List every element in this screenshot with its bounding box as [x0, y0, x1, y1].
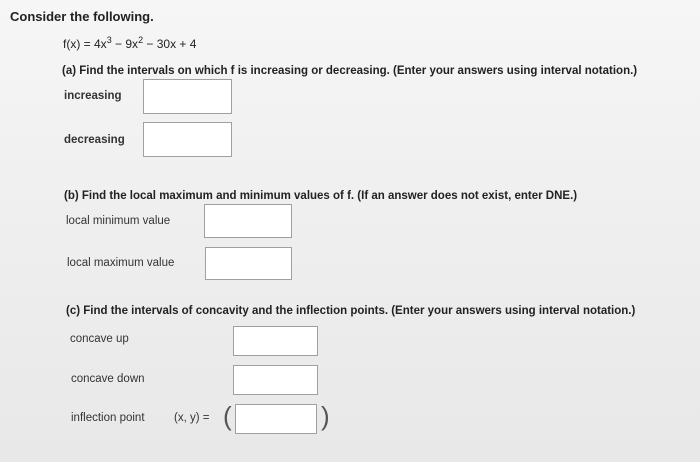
decreasing-label: decreasing [64, 134, 125, 146]
increasing-label: increasing [64, 90, 122, 102]
function-middle: − 9x [111, 37, 139, 51]
open-paren: ( [223, 401, 232, 431]
part-b-prompt: (b) Find the local maximum and minimum values of f. (If an answer does not exist, enter DNE.) [64, 190, 578, 202]
function-exponent-2: 2 [138, 35, 144, 45]
local-minimum-label: local minimum value [66, 215, 171, 227]
close-paren: ) [321, 401, 330, 431]
function-exponent-3: 3 [106, 35, 112, 45]
local-minimum-input[interactable] [204, 204, 292, 238]
function-prefix: f(x) = 4x [63, 37, 107, 51]
concave-up-label: concave up [70, 333, 129, 345]
decreasing-input[interactable] [143, 122, 232, 157]
function-suffix: − 30x + 4 [143, 37, 197, 51]
concave-down-input[interactable] [233, 365, 318, 395]
concave-down-label: concave down [71, 373, 145, 385]
question-title: Consider the following. [10, 9, 154, 24]
part-c-prompt: (c) Find the intervals of concavity and the inflection points. (Enter your answers using interval notation.) [66, 305, 636, 317]
concave-up-input[interactable] [233, 326, 318, 356]
inflection-point-label: inflection point [71, 412, 145, 424]
part-a-prompt: (a) Find the intervals on which f is increasing or decreasing. (Enter your answers using interval notation.) [62, 65, 638, 77]
increasing-input[interactable] [143, 79, 232, 114]
function-expression [63, 35, 196, 51]
local-maximum-input[interactable] [205, 247, 292, 280]
xy-equals-label: (x, y) = [174, 412, 210, 424]
inflection-point-input[interactable] [235, 404, 317, 434]
local-maximum-label: local maximum value [67, 257, 175, 269]
